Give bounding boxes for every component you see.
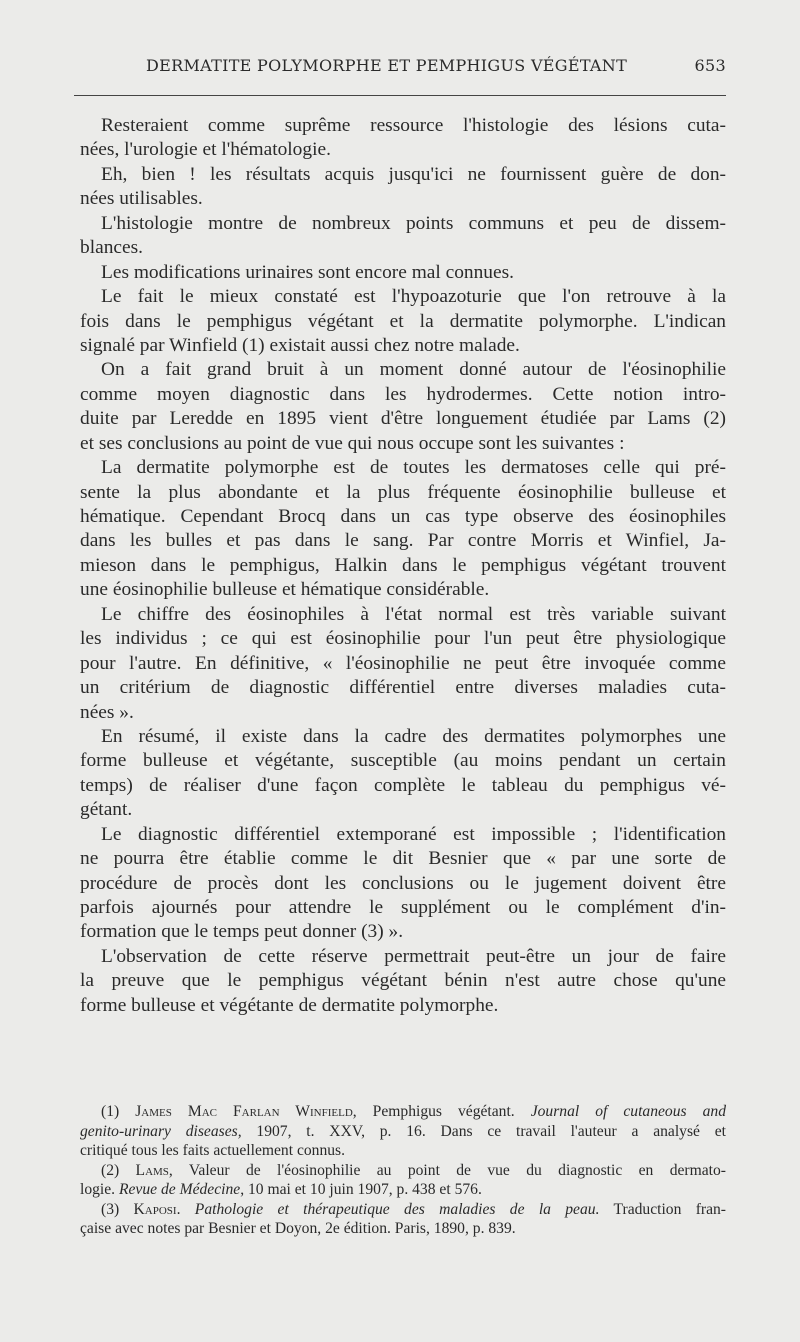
text-line: L'observation de cette réserve permettrait peut-être un jour de faire [101,945,726,967]
italic-title: Revue de Médecine [118,1181,241,1198]
paragraph [80,456,726,603]
running-title: DERMATITE POLYMORPHE ET PEMPHIGUS VÉGÉTANT [146,56,628,75]
paragraph [80,285,726,358]
text-line: Les modifications urinaires sont encore mal connues. [101,261,515,283]
footnote [80,1200,726,1239]
text-line: blances. [80,237,143,259]
text-line: forme bulleuse et végétante, susceptible (au moins pendant un certain [80,750,726,772]
text-line: une éosinophilie bulleuse et hématique considérable. [80,579,490,601]
footnote-text: , Pemphigus végétant. [352,1103,531,1120]
text-line: forme bulleuse et végétante de dermatite polymorphe. [80,994,499,1016]
text-line: nées utilisables. [80,188,203,210]
footnote [80,1102,726,1161]
header-rule [74,95,726,96]
text-line: formation que le temps peut donner (3) ». [80,921,404,943]
footnote-text: , 10 mai et 10 juin 1907, p. 438 et 576. [240,1181,482,1198]
text-line: nées ». [80,701,134,723]
paragraph [80,212,726,261]
footnote-text: critiqué tous les faits actuellement connus. [80,1142,346,1159]
text-line: nées, l'urologie et l'hématologie. [80,139,331,161]
footnote-line [80,1200,726,1220]
text-line: gétant. [80,799,133,821]
text-line: parfois ajournés pour attendre le supplément ou le complément d'in- [80,897,726,918]
text-line: La dermatite polymorphe est de toutes les dermatoses celle qui pré- [101,457,726,479]
footnote-text: logie. [80,1181,119,1198]
paragraph [80,163,726,212]
footnote [80,1161,726,1200]
text-line: mieson dans le pemphigus, Halkin dans le pemphigus végétant trouvent [80,554,726,576]
footnote-text: (3) [101,1200,134,1218]
text-line: ne pourra être établie comme le dit Besnier que « par une sorte de [80,848,726,870]
body-text [80,114,726,1018]
footnote-text: çaise avec notes par Besnier et Doyon, 2e édition. Paris, 1890, p. 839. [80,1220,516,1237]
author-name: Kaposi [133,1200,177,1218]
text-line: On a fait grand bruit à un moment donné autour de l'éosinophilie [101,359,726,381]
author-name: James Mac Farlan Winfield [135,1103,353,1120]
text-line: un critérium de diagnostic différentiel entre diverses maladies cuta- [80,677,726,699]
text-line: sente la plus abondante et la plus fréquente éosinophilie bulleuse et [80,481,726,503]
italic-title: genito-urinary diseases, [80,1122,242,1140]
text-line: duite par Leredde en 1895 vient d'être longuement étudiée par Lams (2) [80,408,726,430]
paragraph [80,725,726,823]
italic-title: Journal of cutaneous and [530,1103,726,1120]
author-name: Lams [135,1161,169,1179]
paragraph [80,114,726,163]
footnote-text: Traduction fran- [599,1200,727,1218]
text-line: Le fait le mieux constaté est l'hypoazoturie que l'on retrouve à la [101,286,726,308]
text-line: dans les bulles et pas dans le sang. Par contre Morris et Winfiel, Ja- [80,530,726,552]
text-line: Le chiffre des éosinophiles à l'état normal est très variable suivant [101,603,726,625]
text-line: hématique. Cependant Brocq dans un cas type observe des éosinophiles [80,506,726,527]
text-line: et ses conclusions au point de vue qui nous occupe sont les suivantes : [80,432,625,454]
italic-title: Pathologie et thérapeutique des maladies de la peau. [194,1200,600,1218]
paragraph [80,603,726,725]
paragraph [80,945,726,1018]
footnote-text: . [176,1200,195,1218]
footnote-text: (2) [101,1161,136,1179]
text-line: L'histologie montre de nombreux points communs et peu de dissem- [101,212,726,234]
footnote-line [80,1102,726,1122]
footnote-text: 1907, t. XXV, p. 16. Dans ce travail l'auteur a analysé et [241,1122,726,1140]
paragraph [80,823,726,945]
footnote-line [80,1219,726,1239]
page-number: 653 [694,56,726,75]
text-line: En résumé, il existe dans la cadre des dermatites polymorphes une [101,725,726,747]
footnote-line [80,1161,726,1181]
footnote-line [80,1122,726,1142]
footnote-text: (1) [101,1103,136,1120]
footnote-line [80,1180,726,1200]
text-line: Eh, bien ! les résultats acquis jusqu'ici ne fournissent guère de don- [101,163,726,185]
text-line: temps) de réaliser d'une façon complète le tableau du pemphigus vé- [80,774,726,796]
text-line: les individus ; ce qui est éosinophilie pour l'un peut être physiologique [80,628,726,650]
footnote-line [80,1141,726,1161]
text-line: fois dans le pemphigus végétant et la dermatite polymorphe. L'indican [80,310,726,332]
text-line: pour l'autre. En définitive, « l'éosinophilie ne peut être invoquée comme [80,652,726,674]
paragraph [80,358,726,456]
page-header [146,56,726,82]
text-line: comme moyen diagnostic dans les hydrodermes. Cette notion intro- [80,383,726,405]
text-line: procédure de procès dont les conclusions ou le jugement doivent être [80,872,726,894]
paragraph [80,261,726,285]
text-line: Le diagnostic différentiel extemporané est impossible ; l'identification [101,823,726,845]
text-line: la preuve que le pemphigus végétant bénin n'est autre chose qu'une [80,970,726,992]
text-line: signalé par Winfield (1) existait aussi chez notre malade. [80,334,520,356]
footnotes [80,1102,726,1239]
text-line: Resteraient comme suprême ressource l'histologie des lésions cuta- [101,115,726,136]
footnote-text: , Valeur de l'éosinophilie au point de vue du diagnostic en dermato- [168,1161,726,1179]
